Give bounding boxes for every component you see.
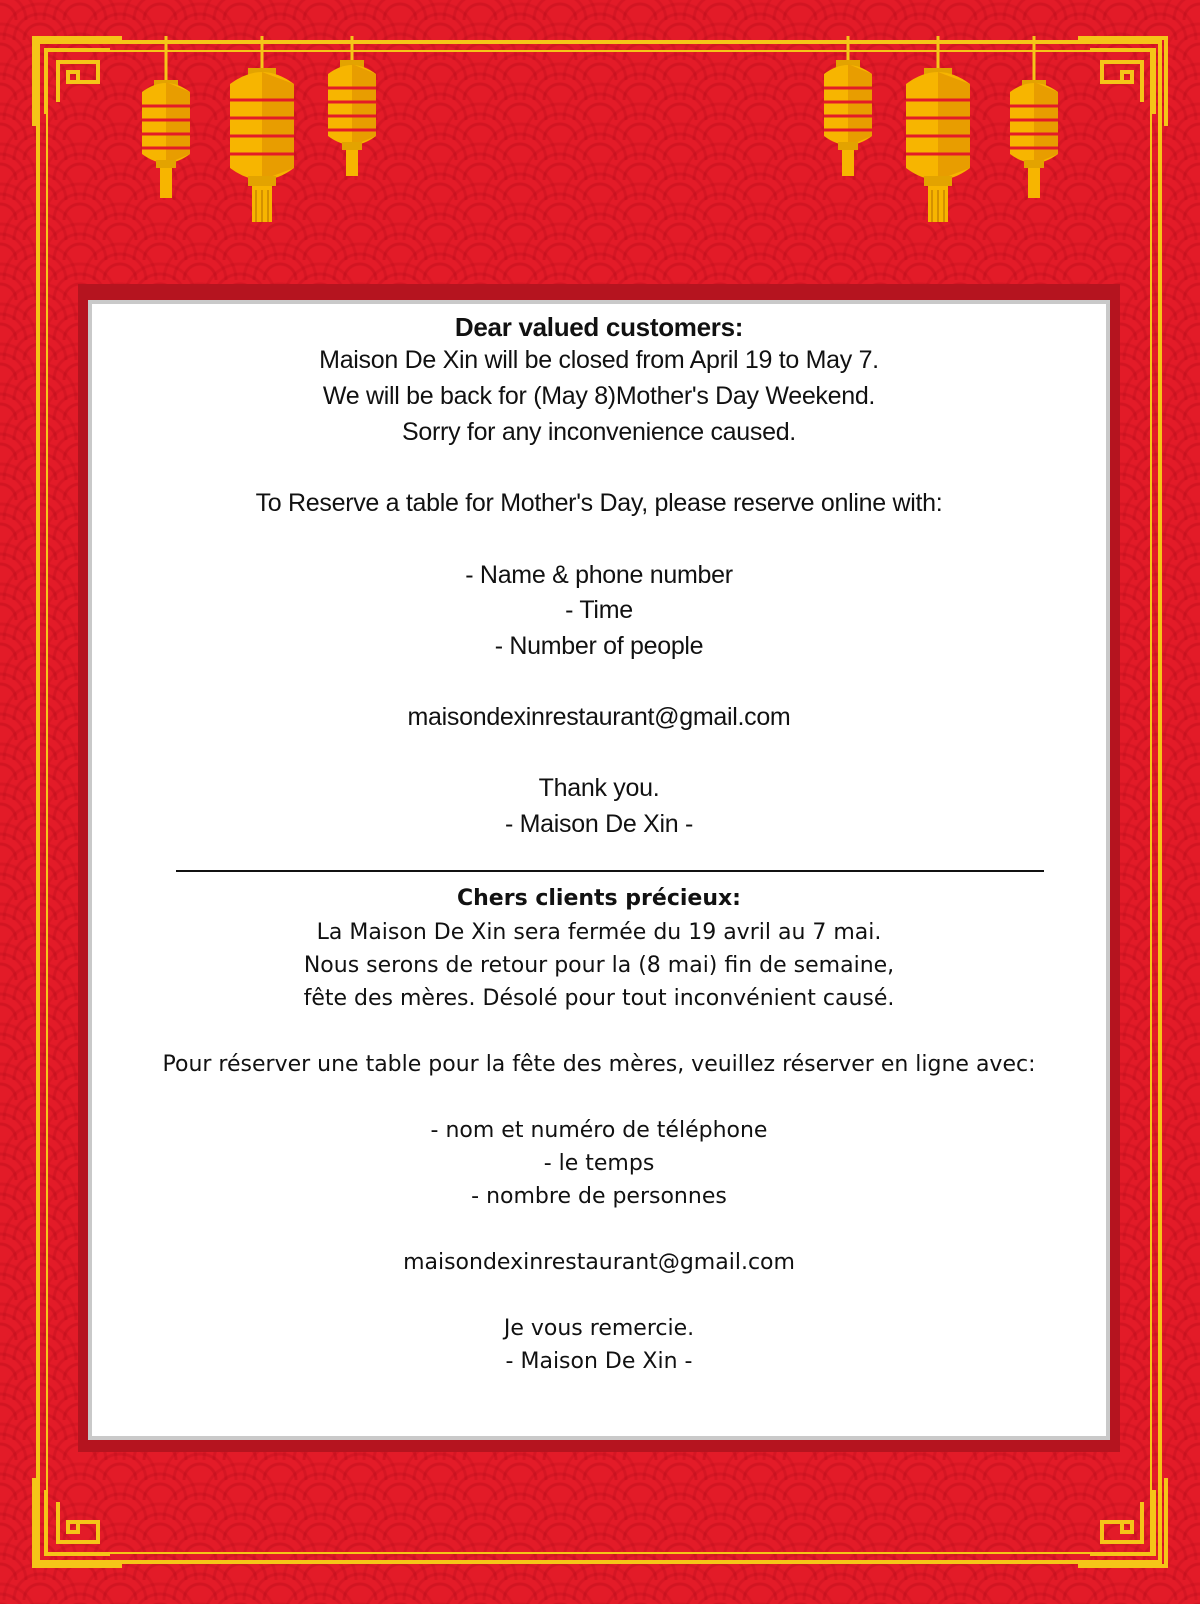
- lantern-icon: [902, 36, 974, 226]
- english-list-item: - Time: [565, 596, 633, 624]
- lantern-icon: [324, 36, 380, 180]
- french-thanks: Je vous remercie.: [503, 1316, 695, 1341]
- english-apology-line: Sorry for any inconvenience caused.: [402, 418, 796, 446]
- english-thanks: Thank you.: [538, 774, 660, 802]
- french-list-item: - nombre de personnes: [471, 1184, 727, 1209]
- french-list-item: - nom et numéro de téléphone: [430, 1118, 768, 1143]
- corner-ornament-top-right: [1074, 34, 1170, 130]
- french-list-item: - le temps: [543, 1151, 655, 1176]
- notice-card: [88, 300, 1110, 1440]
- english-reserve-intro: To Reserve a table for Mother's Day, please reserve online with:: [255, 489, 943, 517]
- corner-ornament-bottom-left: [30, 1474, 126, 1570]
- lantern-icon: [820, 36, 876, 180]
- lantern-icon: [226, 36, 298, 226]
- lantern-icon: [136, 36, 196, 202]
- french-signature: - Maison De Xin -: [505, 1349, 693, 1374]
- english-signature: - Maison De Xin -: [504, 810, 693, 838]
- english-list-item: - Name & phone number: [465, 561, 733, 589]
- corner-ornament-top-left: [30, 34, 126, 130]
- french-reserve-intro: Pour réserver une table pour la fête des mères, veuillez réserver en ligne avec:: [162, 1052, 1036, 1077]
- french-apology-line: fête des mères. Désolé pour tout inconvénient causé.: [303, 986, 895, 1011]
- lantern-icon: [1004, 36, 1064, 202]
- english-list-item: - Number of people: [494, 632, 704, 660]
- english-closure-line: Maison De Xin will be closed from April 19 to May 7.: [319, 346, 879, 374]
- english-heading: Dear valued customers:: [454, 312, 744, 342]
- english-email-link[interactable]: maisondexinrestaurant@gmail.com: [407, 703, 791, 731]
- section-divider: [176, 870, 1044, 872]
- english-return-line: We will be back for (May 8)Mother's Day Weekend.: [322, 382, 876, 410]
- french-return-line: Nous serons de retour pour la (8 mai) fin de semaine,: [303, 953, 895, 978]
- corner-ornament-bottom-right: [1074, 1474, 1170, 1570]
- french-closure-line: La Maison De Xin sera fermée du 19 avril au 7 mai.: [316, 920, 882, 945]
- french-email-link[interactable]: maisondexinrestaurant@gmail.com: [403, 1250, 795, 1275]
- french-heading: Chers clients précieux:: [457, 886, 741, 911]
